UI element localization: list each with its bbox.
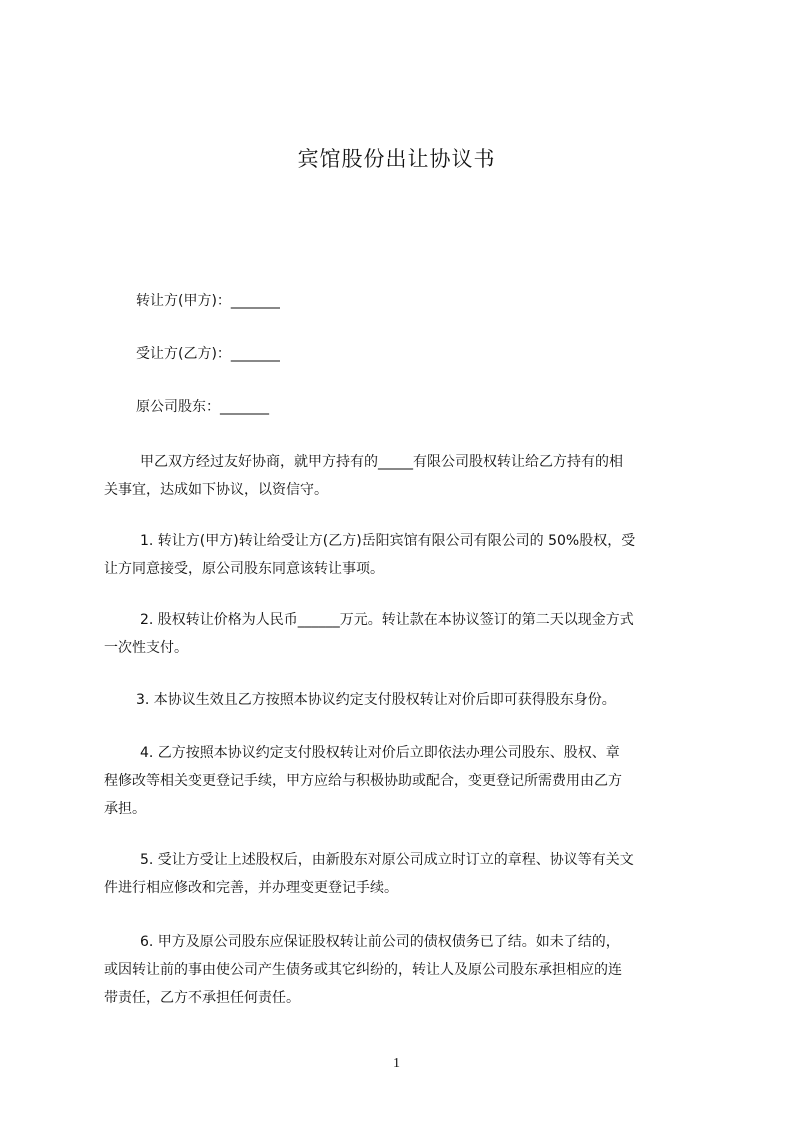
clause-1-line-1: 1. 转让方(甲方)转让给受让方(乙方)岳阳宾馆有限公司有限公司的 50%股权，受: [140, 533, 636, 549]
intro-paragraph: [104, 448, 710, 504]
clause-6: [104, 928, 710, 1012]
clause-2-line-2: 一次性支付。: [104, 640, 188, 656]
clause-1: [104, 527, 710, 583]
page-number: 1: [393, 1056, 400, 1071]
clause-4-line-2: 程修改等相关变更登记手续，甲方应给与积极协助或配合，变更登记所需费用由乙方: [104, 773, 622, 789]
clause-2: [104, 606, 710, 662]
clause-5: [104, 846, 710, 902]
transferee-field: 受让方(乙方)：_______: [136, 346, 280, 362]
clause-3: [104, 686, 710, 714]
clause-5-line-1: 5. 受让方受让上述股权后，由新股东对原公司成立时订立的章程、协议等有关文: [140, 852, 634, 868]
clause-6-line-1: 6. 甲方及原公司股东应保证股权转让前公司的债权债务已了结。如未了结的，: [140, 934, 620, 950]
clause-4: [104, 739, 710, 823]
intro-line-2: 关事宜，达成如下协议，以资信守。: [104, 482, 328, 498]
document-title: 宾馆股份出让协议书: [297, 147, 496, 171]
original-shareholder-field: 原公司股东：_______: [136, 399, 269, 415]
clause-1-line-2: 让方同意接受，原公司股东同意该转让事项。: [104, 561, 384, 577]
clause-6-line-2: 或因转让前的事由使公司产生债务或其它纠纷的，转让人及原公司股东承担相应的连: [104, 962, 622, 978]
clause-3-line-1: 3. 本协议生效且乙方按照本协议约定支付股权转让对价后即可获得股东身份。: [136, 692, 616, 708]
clause-4-line-1: 4. 乙方按照本协议约定支付股权转让对价后立即依法办理公司股东、股权、章: [140, 745, 620, 761]
transferor-field: 转让方(甲方)：_______: [136, 293, 280, 309]
clause-4-line-3: 承担。: [104, 801, 146, 817]
clause-5-line-2: 件进行相应修改和完善，并办理变更登记手续。: [104, 880, 398, 896]
clause-6-line-3: 带责任，乙方不承担任何责任。: [104, 990, 300, 1006]
clause-2-line-1: 2. 股权转让价格为人民币______万元。转让款在本协议签订的第二天以现金方式: [140, 612, 634, 628]
intro-line-1: 甲乙双方经过友好协商，就甲方持有的_____有限公司股权转让给乙方持有的相: [140, 454, 623, 470]
